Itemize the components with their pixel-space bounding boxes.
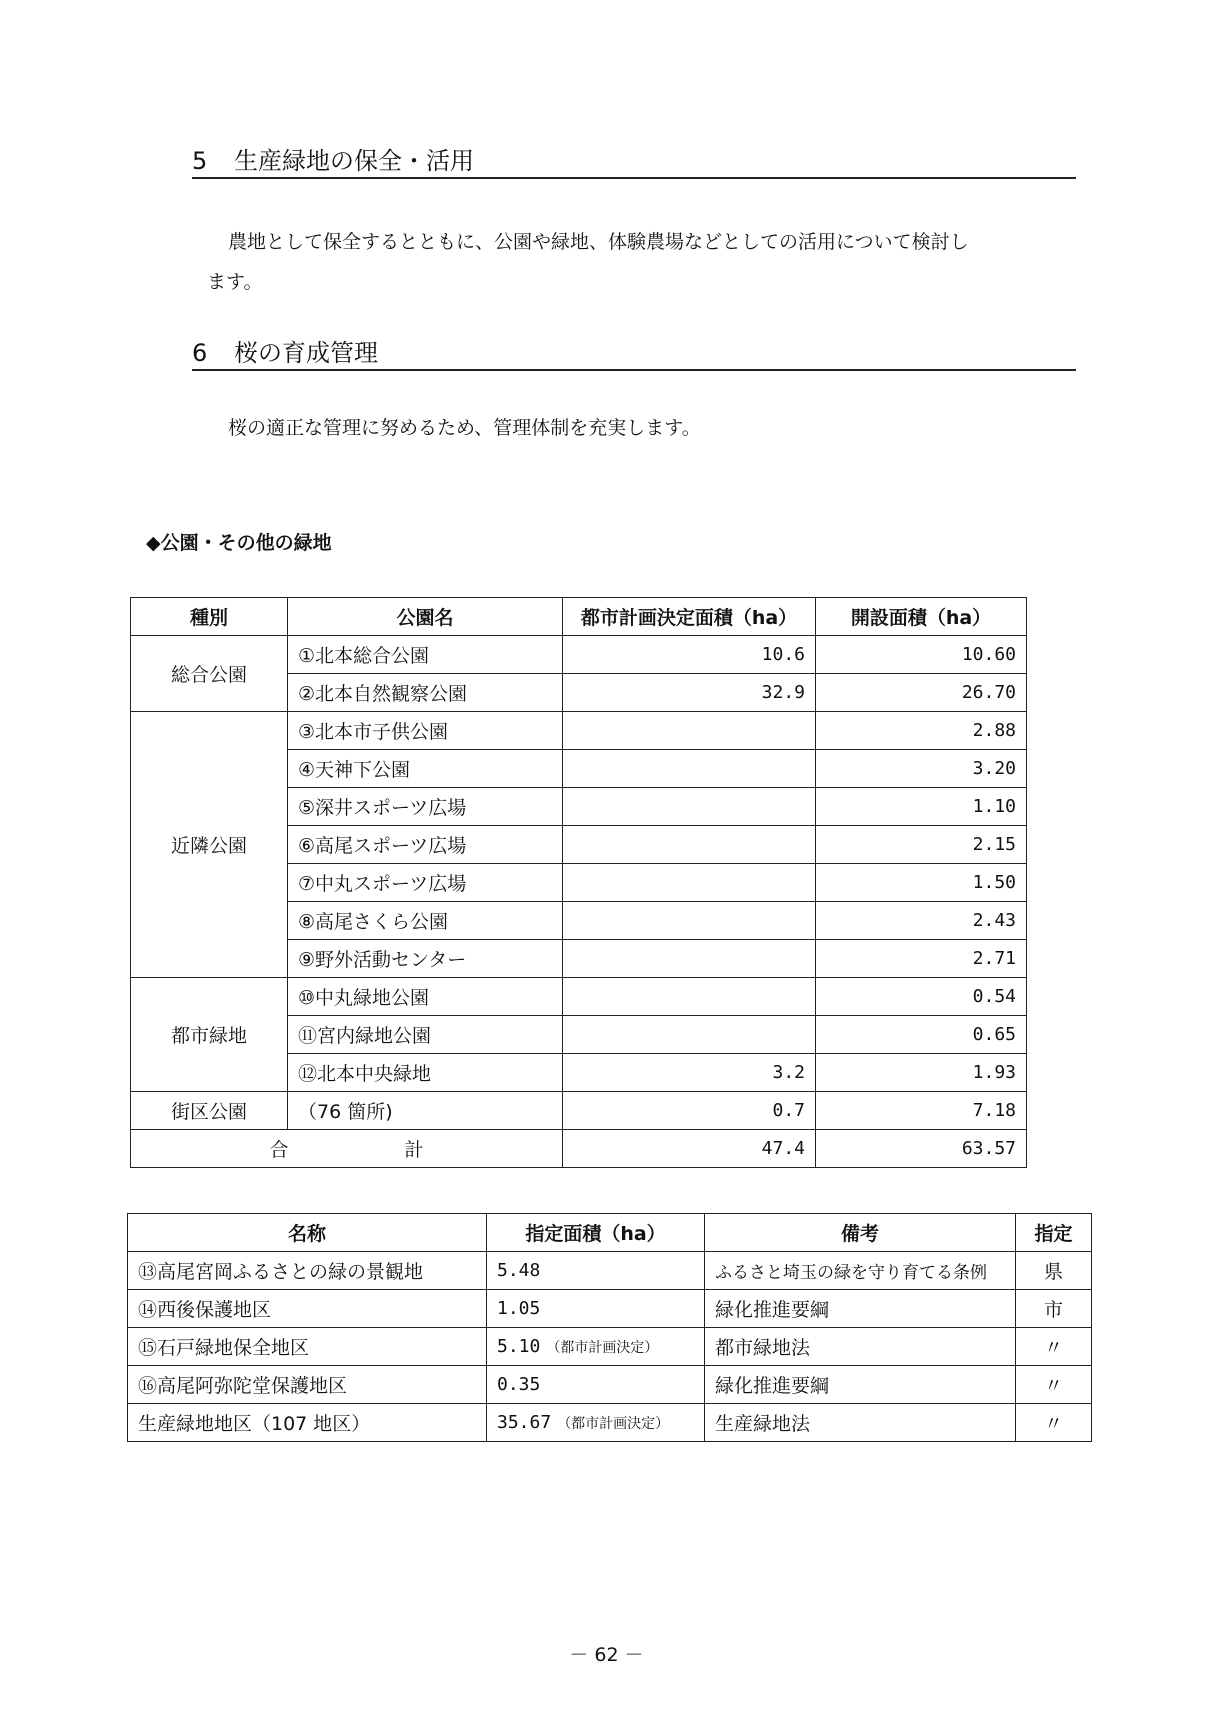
park-name: ⑪宮内緑地公園 [288, 1016, 563, 1054]
park-planned-area [563, 940, 816, 978]
green-area-designation: 県 [1016, 1252, 1092, 1290]
section-5-number: 5 [192, 147, 208, 175]
park-planned-area [563, 750, 816, 788]
park-opened-area: 3.20 [816, 750, 1027, 788]
green-area-remark: ふるさと埼玉の緑を守り育てる条例 [705, 1252, 1016, 1290]
green-area-size [487, 1290, 705, 1328]
park-category: 総合公園 [131, 636, 288, 712]
park-opened-area: 26.70 [816, 674, 1027, 712]
parks-table [130, 597, 1027, 1168]
park-planned-area [563, 712, 816, 750]
green-area-designation: 市 [1016, 1290, 1092, 1328]
total-label [131, 1130, 563, 1168]
green-area-value: 1.05 [497, 1298, 541, 1319]
total-planned-area: 47.4 [563, 1130, 816, 1168]
park-opened-area: 2.15 [816, 826, 1027, 864]
parks-table-header-cell: 種別 [131, 598, 288, 636]
green-areas-row [128, 1404, 1092, 1442]
green-areas-table [127, 1213, 1092, 1442]
section-6-heading [192, 338, 1076, 371]
green-areas-header-cell: 指定面積（ha） [487, 1214, 705, 1252]
green-area-size [487, 1328, 705, 1366]
park-opened-area: 1.93 [816, 1054, 1027, 1092]
page-number: － 62 － [569, 1644, 644, 1666]
park-opened-area: 2.43 [816, 902, 1027, 940]
park-name: ②北本自然観察公園 [288, 674, 563, 712]
green-areas-header-cell: 指定 [1016, 1214, 1092, 1252]
green-area-note: （都市計画決定） [546, 1340, 659, 1356]
green-areas-row [128, 1366, 1092, 1404]
parks-table-header-cell: 公園名 [288, 598, 563, 636]
park-planned-area: 10.6 [563, 636, 816, 674]
park-planned-area [563, 902, 816, 940]
parks-table-row [131, 712, 1027, 750]
park-category: 街区公園 [131, 1092, 288, 1130]
parks-table-row [131, 978, 1027, 1016]
parks-table-row [131, 1092, 1027, 1130]
green-area-size [487, 1366, 705, 1404]
parks-table-row [131, 636, 1027, 674]
green-area-name: ⑮石戸緑地保全地区 [128, 1328, 487, 1366]
total-label-b: 計 [404, 1139, 424, 1161]
park-planned-area [563, 788, 816, 826]
green-areas-row [128, 1252, 1092, 1290]
park-name: ⑧高尾さくら公園 [288, 902, 563, 940]
park-name: ⑥高尾スポーツ広場 [288, 826, 563, 864]
park-opened-area: 0.65 [816, 1016, 1027, 1054]
park-planned-area [563, 864, 816, 902]
total-opened-area: 63.57 [816, 1130, 1027, 1168]
park-planned-area [563, 826, 816, 864]
park-planned-area: 3.2 [563, 1054, 816, 1092]
section-5-heading [192, 146, 1076, 179]
park-category: 近隣公園 [131, 712, 288, 978]
park-name: ③北本市子供公園 [288, 712, 563, 750]
park-name: ⑦中丸スポーツ広場 [288, 864, 563, 902]
park-opened-area: 2.88 [816, 712, 1027, 750]
park-name: ④天神下公園 [288, 750, 563, 788]
park-name: （76 箇所) [288, 1092, 563, 1130]
green-area-value: 0.35 [497, 1374, 541, 1395]
green-areas-row [128, 1290, 1092, 1328]
park-name: ⑨野外活動センター [288, 940, 563, 978]
green-area-name: 生産緑地地区（107 地区） [128, 1404, 487, 1442]
green-area-note: （都市計画決定） [557, 1416, 670, 1432]
park-opened-area: 10.60 [816, 636, 1027, 674]
green-area-name: ⑯高尾阿弥陀堂保護地区 [128, 1366, 487, 1404]
park-name: ⑫北本中央緑地 [288, 1054, 563, 1092]
park-name: ⑤深井スポーツ広場 [288, 788, 563, 826]
parks-table-header-row [131, 598, 1027, 636]
green-areas-header-cell: 備考 [705, 1214, 1016, 1252]
park-planned-area: 0.7 [563, 1092, 816, 1130]
green-area-designation: 〃 [1016, 1404, 1092, 1442]
green-area-value: 35.67 [497, 1412, 552, 1433]
section-6-title: 桜の育成管理 [234, 339, 378, 367]
green-area-name: ⑬高尾宮岡ふるさとの緑の景観地 [128, 1252, 487, 1290]
green-area-designation: 〃 [1016, 1366, 1092, 1404]
green-area-remark: 都市緑地法 [705, 1328, 1016, 1366]
park-planned-area [563, 1016, 816, 1054]
parks-table-header-cell: 都市計画決定面積（ha） [563, 598, 816, 636]
green-area-value: 5.10 [497, 1336, 541, 1357]
green-area-name: ⑭西後保護地区 [128, 1290, 487, 1328]
park-planned-area: 32.9 [563, 674, 816, 712]
green-area-remark: 緑化推進要綱 [705, 1290, 1016, 1328]
green-areas-row [128, 1328, 1092, 1366]
green-areas-header-row [128, 1214, 1092, 1252]
parks-subheading: ◆公園・その他の緑地 [146, 532, 332, 554]
section-5-body-line2: ます。 [207, 271, 263, 293]
park-opened-area: 7.18 [816, 1092, 1027, 1130]
park-opened-area: 1.50 [816, 864, 1027, 902]
park-opened-area: 0.54 [816, 978, 1027, 1016]
section-6-body: 桜の適正な管理に努めるため、管理体制を充実します。 [228, 417, 701, 439]
section-5-body-line1: 農地として保全するとともに、公園や緑地、体験農場などとしての活用について検討し [228, 231, 969, 253]
parks-table-total-row [131, 1130, 1027, 1168]
green-area-remark: 生産緑地法 [705, 1404, 1016, 1442]
green-area-size [487, 1252, 705, 1290]
park-planned-area [563, 978, 816, 1016]
green-area-value: 5.48 [497, 1260, 541, 1281]
park-category: 都市緑地 [131, 978, 288, 1092]
green-area-remark: 緑化推進要綱 [705, 1366, 1016, 1404]
park-opened-area: 1.10 [816, 788, 1027, 826]
park-name: ①北本総合公園 [288, 636, 563, 674]
park-name: ⑩中丸緑地公園 [288, 978, 563, 1016]
total-label-a: 合 [269, 1139, 289, 1161]
green-area-size [487, 1404, 705, 1442]
section-6-number: 6 [192, 339, 208, 367]
green-areas-header-cell: 名称 [128, 1214, 487, 1252]
park-opened-area: 2.71 [816, 940, 1027, 978]
green-area-designation: 〃 [1016, 1328, 1092, 1366]
parks-table-header-cell: 開設面積（ha） [816, 598, 1027, 636]
section-5-title: 生産緑地の保全・活用 [234, 147, 474, 175]
